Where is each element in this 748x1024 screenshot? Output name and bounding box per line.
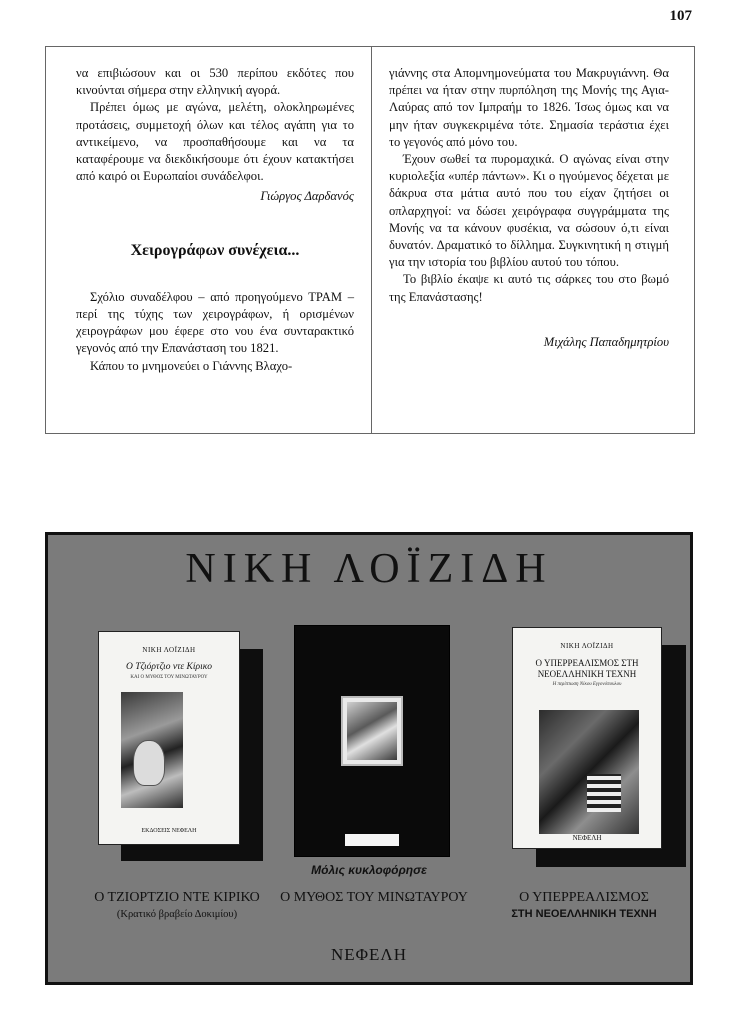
caption-title: Ο ΥΠΕΡΡΕΑΛΙΣΜΟΣ [519,890,649,905]
book-caption [82,889,272,923]
article-box [45,46,695,434]
book-cover-de-chirico [98,631,240,845]
cover-title: Ο ΥΠΕΡΡΕΑΛΙΣΜΟΣ ΣΤΗ ΝΕΟΕΛΛΗΝΙΚΗ ΤΕΧΝΗ [535,658,639,679]
cover-artwork [539,710,639,834]
paragraph: να επιβιώσουν και οι 530 περίπου εκδότες που κινούνται σήμερα στην ελληνική αγορά. [76,66,354,98]
ad-title: ΝΙΚΗ ΛΟΪΖΙΔΗ [185,546,553,592]
paragraph: Πρέπει όμως με αγώνα, μελέτη, ολοκληρωμένες προτάσεις, συμμετοχή όλων και τέλος αγάπη για το αντικείμενο, να προσπαθήσουμε και να τα καταφέρουμε να διεκδικήσουμε ότι έχουν κατακτήσει από καιρό οι Ευρωπαίοι συνάδελφοι. [76,100,354,184]
left-column [76,65,354,375]
caption-title: Ο ΤΖΙΟΡΤΖΙΟ ΝΤΕ ΚΙΡΙΚΟ [94,890,260,905]
paragraph: γιάννης στα Απομνημονεύματα του Μακρυγιάννη. Θα πρέπει να ήταν στην πυρπόληση της Μονής της Αγια-Λαύρας από τον Ιμπραήμ το 1826. Ίσως όμως και να μην ήταν συγκεκριμένα τότε. Σημασία τεράστια έχει το γεγονός από μόνο του. [389,66,669,149]
publisher-name: ΝΕΦΕΛΗ [330,945,408,964]
column-divider [371,47,372,433]
cover-title: Ο Τζιόρτζιο ντε Κίρικο [125,662,213,672]
paragraph: Το βιβλίο έκαψε κι αυτό τις σάρκες του στο βωμό της Επανάστασης! [389,272,669,304]
cover-subtitle: Η περίπτωση Νίκου Εγγονόπουλου [552,682,622,687]
author-signature: Μιχάλης Παπαδημητρίου [543,334,669,349]
bust-image [133,740,165,786]
caption-note: ΣΤΗ ΝΕΟΕΛΛΗΝΙΚΗ ΤΕΧΝΗ [511,908,657,920]
cover-publisher: ΕΚΔΟΣΕΙΣ ΝΕΦΕΛΗ [141,828,197,834]
author-signature: Γιώργος Δαρδανός [260,189,354,204]
cover-artwork [341,696,403,766]
book-cover-minotaur [294,625,450,857]
release-note: Μόλις κυκλοφόρησε [311,863,427,877]
right-column [389,65,669,351]
caption-title: Ο ΜΥΘΟΣ ΤΟΥ ΜΙΝΩΤΑΥΡΟΥ [280,890,468,905]
cover-label [345,834,399,846]
cover-publisher: ΝΕΦΕΛΗ [572,834,602,842]
cover-author: ΝΙΚΗ ΛΟΪΖΙΔΗ [142,646,196,654]
paragraph: Έχουν σωθεί τα πυρομαχικά. Ο αγώνας είναι στην κυριολεξία «υπέρ πάντων». Κι ο ηγούμενος δέχεται με δάκρυα στα μάτια αυτό που του είχαν ζητήσει οι οπλαρχηγοί: να δώσει χειρόγραφα συγγράμματα της Μονής να τα κάνουν φυσέκια, να σώσουν ό,τι είναι δυνατόν. Δραματικό το δίλλημα. Συγκινητική η στιγμή για την ιστορία του βιβλίου αυτού του τόπου. [389,152,669,270]
book-cover-surrealism [512,627,662,849]
paragraph: Σχόλιο συναδέλφου – από προηγούμενο ΤΡΑΜ – περί της τύχης των χειρογράφων, ή ορισμένων χειρογράφων μου έφερε στο νου ένα συνταρακτικό γεγονός από την Επανάσταση του 1821. [76,289,354,356]
book-advertisement [45,532,693,985]
cover-artwork [121,692,183,808]
paragraph: Κάπου το μνημονεύει ο Γιάννης Βλαχο- [90,358,293,373]
cover-author: ΝΙΚΗ ΛΟΪΖΙΔΗ [560,642,614,650]
page-number: 107 [669,8,692,24]
book-caption [484,889,684,923]
cover-subtitle: ΚΑΙ Ο ΜΥΘΟΣ ΤΟΥ ΜΙΝΩΤΑΥΡΟΥ [130,675,208,680]
book-caption [280,889,468,906]
article-heading: Χειρογράφων συνέχεια... [130,241,300,259]
caption-note: (Κρατικό βραβείο Δοκιμίου) [116,909,238,920]
